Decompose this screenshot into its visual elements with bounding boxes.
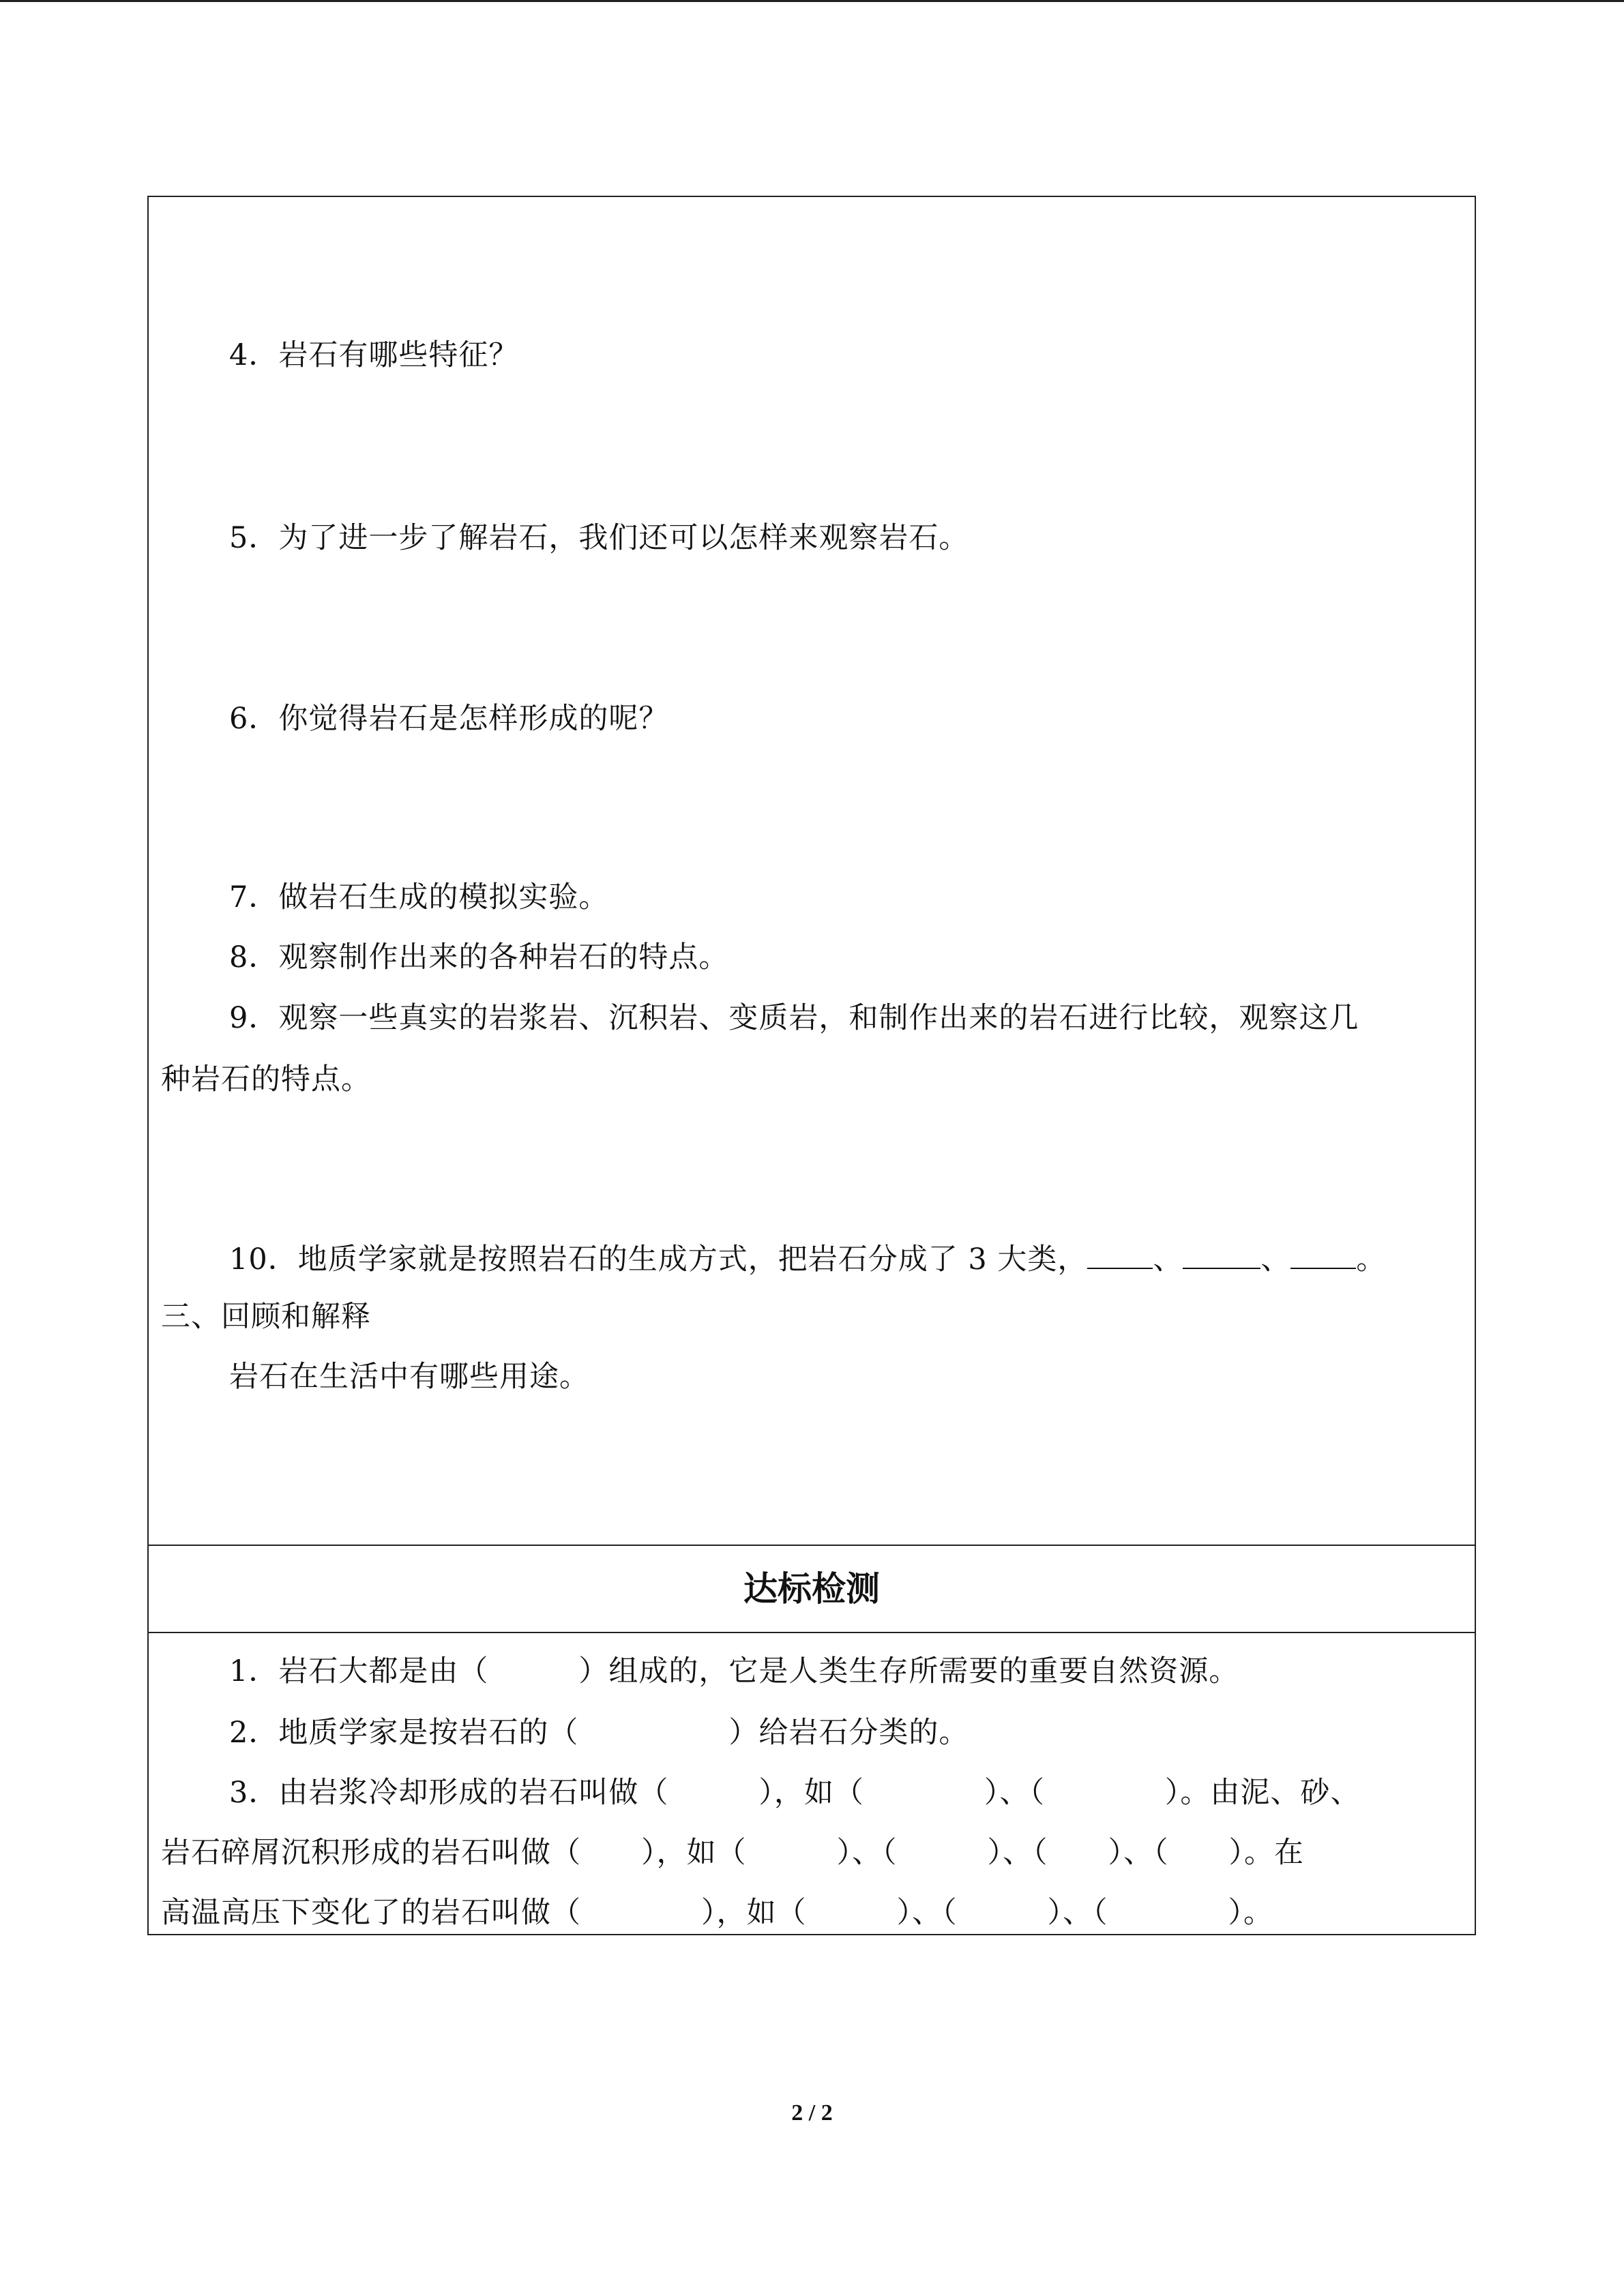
assessment-item-3-line-1: 3．由岩浆冷却形成的岩石叫做（ ），如（ ）、（ ）。由泥、砂、 [229, 1776, 1361, 1810]
question-4: 4．岩石有哪些特征？ [229, 338, 519, 372]
blank-separator-2: 、 [1260, 1242, 1291, 1277]
blank-separator-1: 、 [1153, 1242, 1183, 1277]
question-6: 6．你觉得岩石是怎样形成的呢？ [229, 702, 669, 736]
section-3-title: 三、回顾和解释 [161, 1300, 371, 1334]
answer-blank-3[interactable] [1290, 1244, 1356, 1269]
section-3-prompt: 岩石在生活中有哪些用途。 [229, 1360, 589, 1394]
top-rule [0, 0, 1624, 2]
question-9-line-2: 种岩石的特点。 [161, 1062, 371, 1097]
page-number: 2 / 2 [791, 2100, 833, 2126]
answer-blank-2[interactable] [1183, 1244, 1260, 1269]
assessment-heading: 达标检测 [743, 1569, 880, 1609]
study-section-box [147, 196, 1476, 1546]
question-5: 5．为了进一步了解岩石，我们还可以怎样来观察岩石。 [229, 521, 969, 555]
question-7: 7．做岩石生成的模拟实验。 [229, 880, 609, 914]
answer-blank-1[interactable] [1087, 1244, 1153, 1269]
assessment-item-2: 2．地质学家是按岩石的（ ）给岩石分类的。 [229, 1716, 969, 1750]
question-8: 8．观察制作出来的各种岩石的特点。 [229, 940, 729, 974]
question-10-end: 。 [1356, 1242, 1387, 1277]
question-10 [229, 1241, 1532, 1278]
assessment-item-1: 1．岩石大都是由（ ）组成的，它是人类生存所需要的重要自然资源。 [229, 1654, 1239, 1688]
assessment-item-3-line-2: 岩石碎屑沉积形成的岩石叫做（ ），如（ ）、（ ）、（ ）、（ ）。在 [161, 1836, 1304, 1870]
question-10-text: 10．地质学家就是按照岩石的生成方式，把岩石分成了 3 大类， [229, 1242, 1088, 1277]
assessment-item-3-line-3: 高温高压下变化了的岩石叫做（ ），如（ ）、（ ）、（ ）。 [161, 1896, 1273, 1930]
question-9-line-1: 9．观察一些真实的岩浆岩、沉积岩、变质岩，和制作出来的岩石进行比较，观察这几 [229, 1001, 1359, 1035]
